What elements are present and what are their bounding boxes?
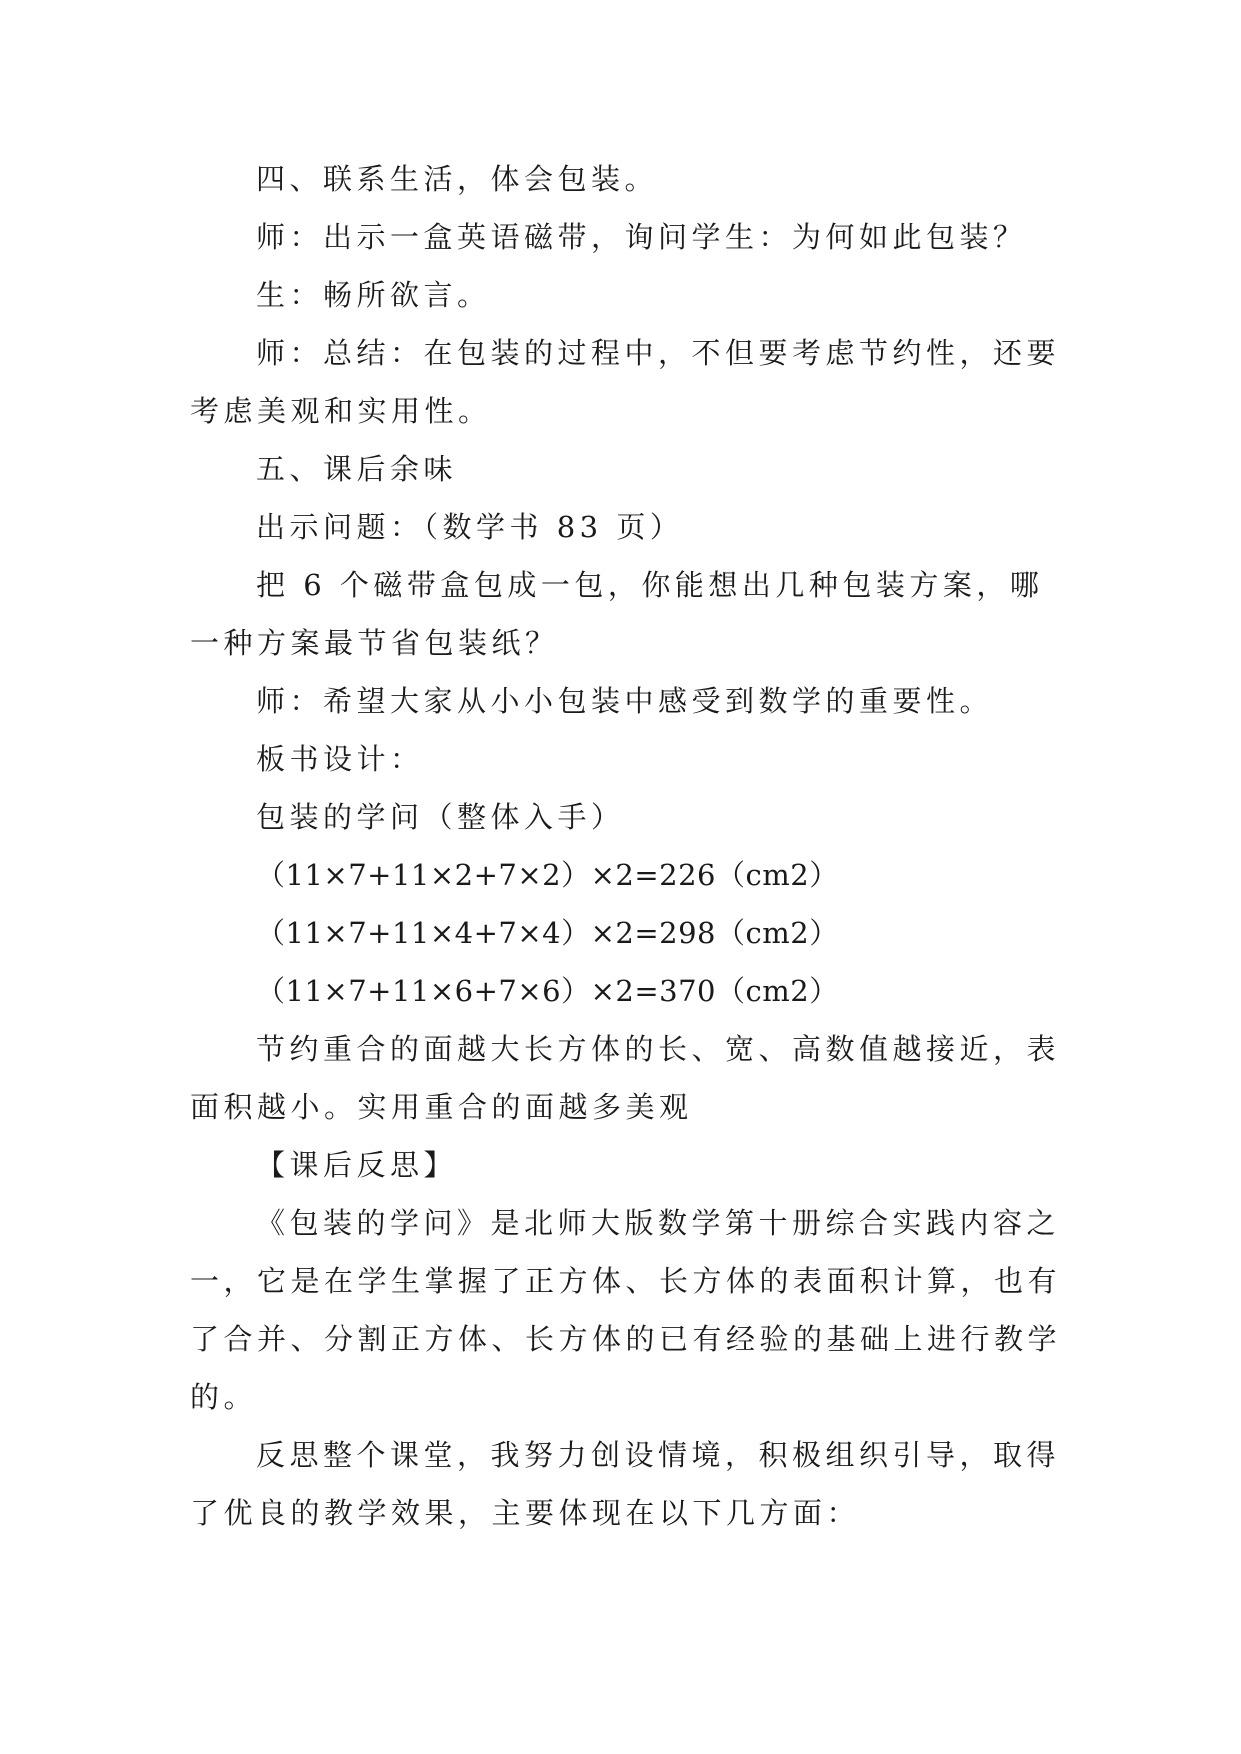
paragraph: 师：希望大家从小小包装中感受到数学的重要性。	[256, 684, 994, 718]
section-heading-4: 四、联系生活，体会包装。	[256, 162, 659, 196]
paragraph: 《包装的学问》是北师大版数学第十册综合实践内容之一，它是在学生掌握了正方体、长方体的表面积计算，也有了合并、分割正方体、长方体的已有经验的基础上进行教学的。	[190, 1206, 1062, 1414]
document-body	[190, 150, 1070, 1542]
formula-line: （11×7+11×6+7×6）×2=370（cm2）	[256, 974, 839, 1008]
board-design-label: 板书设计：	[256, 742, 424, 776]
paragraph: 师：出示一盒英语磁带，询问学生：为何如此包装？	[256, 220, 1027, 254]
section-heading-5: 五、课后余味	[256, 452, 458, 486]
paragraph: 节约重合的面越大长方体的长、宽、高数值越接近，表面积越小。实用重合的面越多美观	[190, 1032, 1061, 1124]
formula-line: （11×7+11×2+7×2）×2=226（cm2）	[256, 858, 839, 892]
reflection-heading: 【课后反思】	[256, 1148, 458, 1182]
board-design-title: 包装的学问（整体入手）	[256, 800, 625, 834]
paragraph: 反思整个课堂，我努力创设情境，积极组织引导，取得了优良的教学效果，主要体现在以下几方面：	[190, 1438, 1061, 1530]
formula-line: （11×7+11×4+7×4）×2=298（cm2）	[256, 916, 839, 950]
paragraph: 生：畅所欲言。	[256, 278, 491, 312]
paragraph: 出示问题：（数学书 83 页）	[256, 510, 684, 544]
paragraph: 把 6 个磁带盒包成一包，你能想出几种包装方案，哪一种方案最节省包装纸？	[190, 568, 1044, 660]
paragraph: 师：总结：在包装的过程中，不但要考虑节约性，还要考虑美观和实用性。	[190, 336, 1061, 428]
